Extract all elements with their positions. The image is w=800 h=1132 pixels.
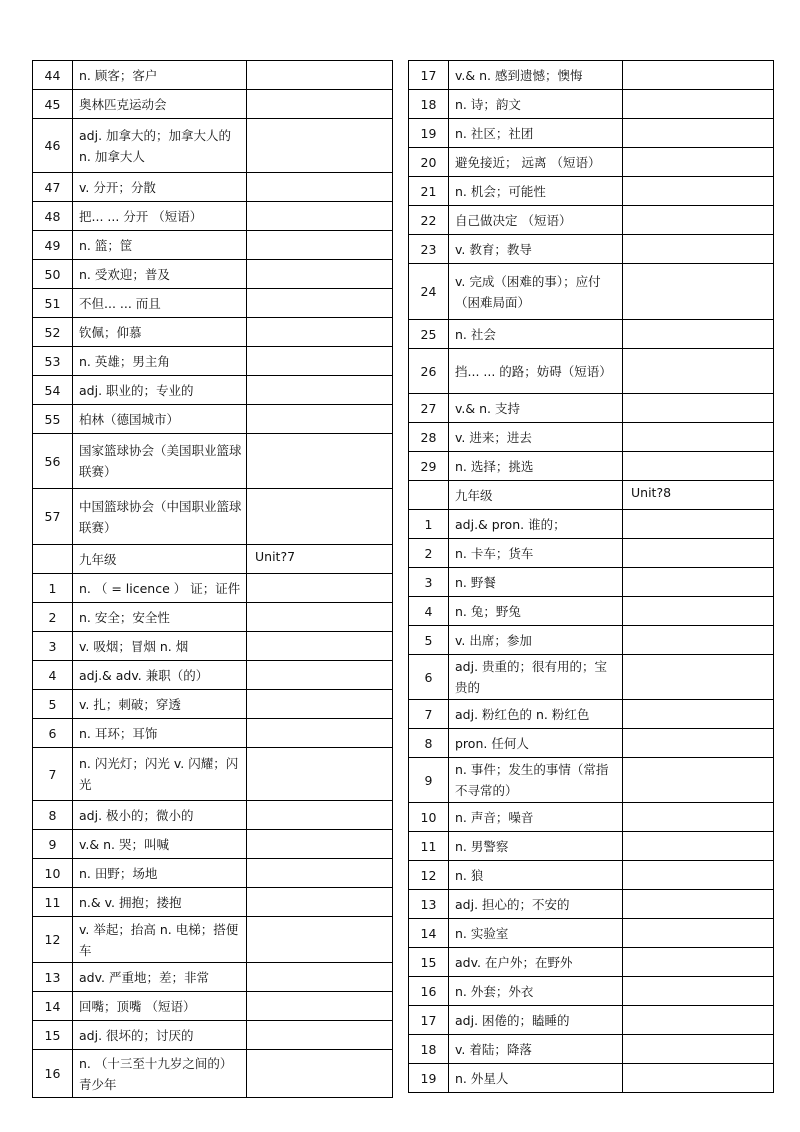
word-meaning: 不但... ... 而且 (73, 289, 247, 318)
row-number: 23 (409, 235, 449, 264)
answer-cell[interactable] (247, 61, 393, 90)
row-number: 5 (409, 626, 449, 655)
word-meaning: adj.& pron. 谁的； (449, 510, 623, 539)
table-row (409, 1035, 774, 1064)
row-number: 48 (33, 202, 73, 231)
table-row (33, 376, 393, 405)
word-meaning: 避免接近； 远离 （短语） (449, 148, 623, 177)
word-meaning: adj. 加拿大的；加拿大人的 n. 加拿大人 (73, 119, 247, 173)
row-number: 28 (409, 423, 449, 452)
row-number: 4 (33, 661, 73, 690)
word-meaning: v.& n. 感到遗憾；懊悔 (449, 61, 623, 90)
word-meaning: 柏林（德国城市） (73, 405, 247, 434)
table-row (409, 758, 774, 803)
answer-cell[interactable] (247, 748, 393, 801)
answer-cell[interactable] (247, 231, 393, 260)
row-number: 57 (33, 489, 73, 545)
row-number: 26 (409, 349, 449, 394)
table-row (33, 61, 393, 90)
table-row (409, 423, 774, 452)
word-meaning: n. 狼 (449, 861, 623, 890)
answer-cell[interactable] (247, 801, 393, 830)
table-row (33, 289, 393, 318)
answer-cell[interactable] (247, 603, 393, 632)
word-meaning: n. 事件；发生的事情（常指不寻常的） (449, 758, 623, 803)
vocab-table-left (32, 60, 393, 1098)
word-meaning: 中国篮球协会（中国职业篮球联赛） (73, 489, 247, 545)
row-number: 9 (33, 830, 73, 859)
answer-cell[interactable] (247, 859, 393, 888)
table-row (33, 173, 393, 202)
table-row (409, 452, 774, 481)
row-number: 15 (33, 1021, 73, 1050)
row-number: 49 (33, 231, 73, 260)
table-row (33, 434, 393, 489)
answer-cell[interactable] (623, 655, 774, 700)
answer-cell[interactable] (623, 1035, 774, 1064)
word-meaning: n. 篮；筐 (73, 231, 247, 260)
table-row (33, 748, 393, 801)
table-row (33, 202, 393, 231)
answer-cell[interactable] (623, 349, 774, 394)
table-row (33, 231, 393, 260)
table-row (33, 690, 393, 719)
table-row (33, 489, 393, 545)
row-number: 13 (409, 890, 449, 919)
word-meaning: v. 分开；分散 (73, 173, 247, 202)
word-meaning: n. 兔；野兔 (449, 597, 623, 626)
table-row (409, 832, 774, 861)
word-meaning: n. 机会；可能性 (449, 177, 623, 206)
word-meaning: n. （ = licence ） 证；证件 (73, 574, 247, 603)
table-row (33, 1021, 393, 1050)
section-blank (409, 481, 449, 510)
answer-cell[interactable] (247, 632, 393, 661)
word-meaning: n. 选择；挑选 (449, 452, 623, 481)
word-meaning: adj. 困倦的；瞌睡的 (449, 1006, 623, 1035)
answer-cell[interactable] (623, 423, 774, 452)
word-meaning: 把... ... 分开 （短语） (73, 202, 247, 231)
row-number: 4 (409, 597, 449, 626)
word-meaning: n. 英雄；男主角 (73, 347, 247, 376)
word-meaning: n. 外星人 (449, 1064, 623, 1093)
answer-cell[interactable] (247, 917, 393, 963)
row-number: 10 (409, 803, 449, 832)
row-number: 55 (33, 405, 73, 434)
answer-cell[interactable] (247, 963, 393, 992)
table-row (409, 510, 774, 539)
answer-cell[interactable] (247, 202, 393, 231)
word-meaning: 挡... ... 的路；妨碍（短语） (449, 349, 623, 394)
table-row (409, 349, 774, 394)
row-number: 6 (409, 655, 449, 700)
answer-cell[interactable] (623, 1006, 774, 1035)
row-number: 9 (409, 758, 449, 803)
answer-cell[interactable] (247, 260, 393, 289)
table-row (33, 119, 393, 173)
row-number: 18 (409, 90, 449, 119)
answer-cell[interactable] (623, 394, 774, 423)
answer-cell[interactable] (623, 206, 774, 235)
row-number: 53 (33, 347, 73, 376)
word-meaning: adv. 在户外；在野外 (449, 948, 623, 977)
row-number: 17 (409, 61, 449, 90)
table-row (409, 803, 774, 832)
answer-cell[interactable] (247, 992, 393, 1021)
word-meaning: n. 社会 (449, 320, 623, 349)
row-number: 13 (33, 963, 73, 992)
table-row (33, 830, 393, 859)
answer-cell[interactable] (247, 690, 393, 719)
word-meaning: adj. 粉红色的 n. 粉红色 (449, 700, 623, 729)
answer-cell[interactable] (623, 803, 774, 832)
word-meaning: v. 扎；刺破；穿透 (73, 690, 247, 719)
word-meaning: v. 进来；进去 (449, 423, 623, 452)
row-number: 7 (409, 700, 449, 729)
table-row (409, 1064, 774, 1093)
unit-label: Unit?7 (247, 545, 393, 574)
answer-cell[interactable] (623, 919, 774, 948)
word-meaning: v. 出席；参加 (449, 626, 623, 655)
table-row (33, 260, 393, 289)
row-number: 3 (409, 568, 449, 597)
answer-cell[interactable] (623, 148, 774, 177)
table-row (409, 948, 774, 977)
row-number: 6 (33, 719, 73, 748)
table-row (409, 148, 774, 177)
answer-cell[interactable] (623, 890, 774, 919)
word-meaning: n. 实验室 (449, 919, 623, 948)
table-row (409, 177, 774, 206)
table-row (409, 626, 774, 655)
row-number: 19 (409, 1064, 449, 1093)
word-meaning: adj.& adv. 兼职（的） (73, 661, 247, 690)
word-meaning: 国家篮球协会（美国职业篮球联赛） (73, 434, 247, 489)
row-number: 2 (409, 539, 449, 568)
table-row (409, 655, 774, 700)
answer-cell[interactable] (623, 597, 774, 626)
answer-cell[interactable] (247, 1050, 393, 1098)
row-number: 51 (33, 289, 73, 318)
table-row (409, 235, 774, 264)
answer-cell[interactable] (623, 264, 774, 320)
table-row (33, 661, 393, 690)
answer-cell[interactable] (623, 320, 774, 349)
word-meaning: 自己做决定 （短语） (449, 206, 623, 235)
answer-cell[interactable] (623, 948, 774, 977)
table-row (409, 977, 774, 1006)
answer-cell[interactable] (247, 489, 393, 545)
answer-cell[interactable] (247, 830, 393, 859)
row-number: 20 (409, 148, 449, 177)
word-meaning: v. 举起；抬高 n. 电梯；搭便车 (73, 917, 247, 963)
word-meaning: n. 顾客；客户 (73, 61, 247, 90)
table-row (33, 632, 393, 661)
word-meaning: 奥林匹克运动会 (73, 90, 247, 119)
answer-cell[interactable] (247, 173, 393, 202)
table-row (409, 206, 774, 235)
table-row (409, 61, 774, 90)
table-row (409, 320, 774, 349)
row-number: 5 (33, 690, 73, 719)
row-number: 25 (409, 320, 449, 349)
word-meaning: adj. 很坏的；讨厌的 (73, 1021, 247, 1050)
row-number: 19 (409, 119, 449, 148)
row-number: 8 (409, 729, 449, 758)
answer-cell[interactable] (623, 61, 774, 90)
table-row (33, 719, 393, 748)
row-number: 22 (409, 206, 449, 235)
table-row (409, 890, 774, 919)
row-number: 3 (33, 632, 73, 661)
answer-cell[interactable] (623, 758, 774, 803)
word-meaning: adj. 职业的；专业的 (73, 376, 247, 405)
answer-cell[interactable] (623, 861, 774, 890)
table-row (409, 919, 774, 948)
table-row (33, 917, 393, 963)
word-meaning: n. 安全；安全性 (73, 603, 247, 632)
row-number: 29 (409, 452, 449, 481)
row-number: 44 (33, 61, 73, 90)
answer-cell[interactable] (247, 90, 393, 119)
table-row (409, 539, 774, 568)
answer-cell[interactable] (247, 1021, 393, 1050)
word-meaning: n. 男警察 (449, 832, 623, 861)
row-number: 10 (33, 859, 73, 888)
answer-cell[interactable] (247, 434, 393, 489)
answer-cell[interactable] (247, 661, 393, 690)
row-number: 17 (409, 1006, 449, 1035)
word-meaning: n.& v. 拥抱；搂抱 (73, 888, 247, 917)
answer-cell[interactable] (623, 452, 774, 481)
table-row (33, 405, 393, 434)
row-number: 56 (33, 434, 73, 489)
table-row (33, 90, 393, 119)
answer-cell[interactable] (247, 888, 393, 917)
section-header-row (33, 545, 393, 574)
row-number: 15 (409, 948, 449, 977)
row-number: 7 (33, 748, 73, 801)
unit-label: Unit?8 (623, 481, 774, 510)
word-meaning: n. 社区；社团 (449, 119, 623, 148)
table-row (33, 801, 393, 830)
answer-cell[interactable] (623, 729, 774, 758)
table-row (409, 119, 774, 148)
table-row (33, 574, 393, 603)
word-meaning: v. 完成（困难的事）；应付（困难局面） (449, 264, 623, 320)
row-number: 24 (409, 264, 449, 320)
word-meaning: 钦佩；仰慕 (73, 318, 247, 347)
word-meaning: v.& n. 支持 (449, 394, 623, 423)
table-row (33, 1050, 393, 1098)
row-number: 1 (33, 574, 73, 603)
row-number: 46 (33, 119, 73, 173)
word-meaning: n. 诗；韵文 (449, 90, 623, 119)
table-row (409, 1006, 774, 1035)
table-row (33, 318, 393, 347)
word-meaning: v. 教育；教导 (449, 235, 623, 264)
answer-cell[interactable] (623, 700, 774, 729)
word-meaning: 回嘴；顶嘴 （短语） (73, 992, 247, 1021)
section-header-row (409, 481, 774, 510)
table-row (33, 888, 393, 917)
row-number: 11 (33, 888, 73, 917)
table-row (33, 992, 393, 1021)
word-meaning: adj. 极小的；微小的 (73, 801, 247, 830)
answer-cell[interactable] (623, 510, 774, 539)
table-row (33, 603, 393, 632)
word-meaning: n. 受欢迎；普及 (73, 260, 247, 289)
answer-cell[interactable] (623, 1064, 774, 1093)
answer-cell[interactable] (623, 568, 774, 597)
answer-cell[interactable] (623, 539, 774, 568)
table-row (33, 347, 393, 376)
row-number: 11 (409, 832, 449, 861)
word-meaning: adv. 严重地；差；非常 (73, 963, 247, 992)
row-number: 45 (33, 90, 73, 119)
table-row (33, 859, 393, 888)
word-meaning: n. 田野；场地 (73, 859, 247, 888)
table-row (409, 90, 774, 119)
grade-label: 九年级 (73, 545, 247, 574)
word-meaning: n. 耳环；耳饰 (73, 719, 247, 748)
row-number: 21 (409, 177, 449, 206)
table-row (409, 394, 774, 423)
answer-cell[interactable] (623, 90, 774, 119)
row-number: 14 (409, 919, 449, 948)
table-row (409, 264, 774, 320)
answer-cell[interactable] (247, 119, 393, 173)
word-meaning: v.& n. 哭；叫喊 (73, 830, 247, 859)
row-number: 12 (409, 861, 449, 890)
table-row (409, 729, 774, 758)
word-meaning: n. 野餐 (449, 568, 623, 597)
row-number: 54 (33, 376, 73, 405)
answer-cell[interactable] (623, 626, 774, 655)
word-meaning: pron. 任何人 (449, 729, 623, 758)
word-meaning: adj. 担心的；不安的 (449, 890, 623, 919)
answer-cell[interactable] (623, 235, 774, 264)
table-row (409, 597, 774, 626)
row-number: 14 (33, 992, 73, 1021)
table-row (409, 568, 774, 597)
row-number: 52 (33, 318, 73, 347)
answer-cell[interactable] (623, 119, 774, 148)
row-number: 27 (409, 394, 449, 423)
table-row (409, 861, 774, 890)
row-number: 12 (33, 917, 73, 963)
row-number: 2 (33, 603, 73, 632)
answer-cell[interactable] (247, 376, 393, 405)
grade-label: 九年级 (449, 481, 623, 510)
word-meaning: v. 着陆；降落 (449, 1035, 623, 1064)
answer-cell[interactable] (247, 719, 393, 748)
answer-cell[interactable] (247, 347, 393, 376)
row-number: 18 (409, 1035, 449, 1064)
row-number: 47 (33, 173, 73, 202)
row-number: 16 (33, 1050, 73, 1098)
vocab-table-right (408, 60, 774, 1093)
word-meaning: n. 声音；噪音 (449, 803, 623, 832)
table-row (409, 700, 774, 729)
answer-cell[interactable] (247, 289, 393, 318)
section-blank (33, 545, 73, 574)
word-meaning: n. 卡车；货车 (449, 539, 623, 568)
table-row (33, 963, 393, 992)
word-meaning: n. 外套；外衣 (449, 977, 623, 1006)
word-meaning: adj. 贵重的；很有用的；宝贵的 (449, 655, 623, 700)
answer-cell[interactable] (623, 177, 774, 206)
answer-cell[interactable] (247, 405, 393, 434)
word-meaning: n. 闪光灯；闪光 v. 闪耀；闪光 (73, 748, 247, 801)
answer-cell[interactable] (623, 832, 774, 861)
row-number: 16 (409, 977, 449, 1006)
row-number: 8 (33, 801, 73, 830)
word-meaning: n. （十三至十九岁之间的）青少年 (73, 1050, 247, 1098)
row-number: 50 (33, 260, 73, 289)
word-meaning: v. 吸烟；冒烟 n. 烟 (73, 632, 247, 661)
answer-cell[interactable] (247, 318, 393, 347)
row-number: 1 (409, 510, 449, 539)
answer-cell[interactable] (623, 977, 774, 1006)
answer-cell[interactable] (247, 574, 393, 603)
